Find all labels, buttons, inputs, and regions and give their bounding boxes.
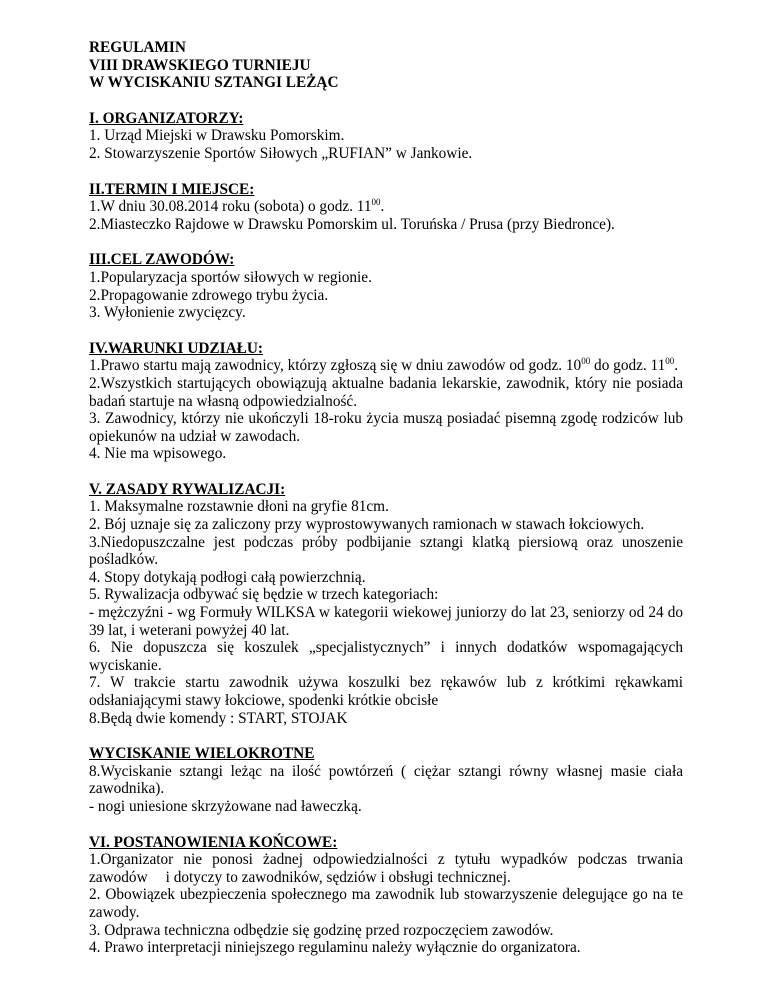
section-heading: V. ZASADY RYWALIZACJI: (89, 480, 286, 498)
list-item-text: 1.Organizator nie ponosi żadnej odpowiedzialności z tytułu wypadków podczas trwania zawodów (89, 851, 683, 886)
list-item: 1.Popularyzacja sportów siłowych w regionie. (89, 268, 372, 286)
list-item: 2. Obowiązek ubezpieczenia społecznego ma zawodnik lub stowarzyszenie delegujące go na te zawody. (89, 886, 683, 921)
document-page (89, 39, 683, 957)
list-item-text: 1.W dniu 30.08.2014 roku (sobota) o godz. 11 (89, 198, 372, 216)
list-item: - mężczyźni - wg Formuły WILKSA w kategorii wiekowej juniorzy do lat 23, seniorzy od 24 do 39 lat, i weterani powyżej 40 lat. (89, 604, 683, 639)
section-organizers (89, 110, 683, 163)
list-item: 1. Urząd Miejski w Drawsku Pomorskim. (89, 127, 345, 145)
section-multi (89, 745, 683, 815)
title-line-1: REGULAMIN (89, 39, 186, 56)
list-item-text: i dotyczy to zawodników, sędziów i obsługi technicznej. (165, 868, 511, 886)
list-item: 3. Zawodnicy, którzy nie ukończyli 18-roku życia muszą posiadać pisemną zgodę rodziców lub opiekunów na udział w zawodach. (89, 410, 683, 445)
list-item (89, 357, 683, 375)
list-item: 3.Niedopuszczalne jest podczas próby podbijanie sztangi klatką piersiową oraz unoszenie pośladków. (89, 533, 683, 569)
section-heading: I. ORGANIZATORZY: (89, 109, 244, 127)
list-item: 7. W trakcie startu zawodnik używa koszulki bez rękawów lub z krótkimi rękawkami odsłaniającymi stawy łokciowe, spodenki krótkie obcisłe (89, 674, 683, 709)
list-item: 4. Nie ma wpisowego. (89, 445, 227, 463)
section-heading: II.TERMIN I MIEJSCE: (89, 180, 255, 198)
document-title (89, 39, 683, 92)
list-item: 2.Propagowanie zdrowego trybu życia. (89, 286, 329, 304)
section-heading: VI. POSTANOWIENIA KOŃCOWE: (89, 833, 338, 851)
list-item: 4. Prawo interpretacji niniejszego regulaminu należy wyłącznie do organizatora. (89, 939, 581, 957)
list-item-text: do godz. 11 (590, 357, 666, 375)
list-item: 2. Stowarzyszenie Sportów Siłowych „RUFIAN” w Jankowie. (89, 144, 473, 162)
list-item-text: . (380, 198, 385, 216)
list-item: 8.Będą dwie komendy : START, STOJAK (89, 709, 348, 727)
title-line-2: VIII DRAWSKIEGO TURNIEJU (89, 56, 311, 74)
title-line-3: W WYCISKANIU SZTANGI LEŻĄC (89, 74, 339, 92)
superscript: 00 (665, 356, 675, 367)
section-rules (89, 481, 683, 727)
section-heading: III.CEL ZAWODÓW: (89, 251, 235, 269)
list-item: 2. Bój uznaje się za zaliczony przy wyprostowywanych ramionach w stawach łokciowych. (89, 516, 645, 534)
section-heading: IV.WARUNKI UDZIAŁU: (89, 339, 263, 357)
section-schedule (89, 181, 683, 234)
superscript: 00 (581, 356, 591, 367)
section-final (89, 834, 683, 957)
list-item-text: 1.Prawo startu mają zawodnicy, którzy zgłoszą się w dniu zawodów od godz. 10 (89, 357, 582, 375)
list-item: 5. Rywalizacja odbywać się będzie w trzech kategoriach: (89, 586, 439, 604)
list-item (89, 198, 683, 216)
list-item: 3. Odprawa techniczna odbędzie się godzinę przed rozpoczęciem zawodów. (89, 921, 554, 939)
section-heading: WYCISKANIE WIELOKROTNE (89, 745, 315, 763)
section-goal (89, 251, 683, 321)
list-item: 6. Nie dopuszcza się koszulek „specjalistycznych” i innych dodatków wspomagających wyciskanie. (89, 639, 683, 674)
list-item: 1. Maksymalne rozstawnie dłoni na gryfie 81cm. (89, 498, 389, 516)
list-item-text: . (674, 357, 679, 375)
list-item: 4. Stopy dotykają podłogi całą powierzchnią. (89, 568, 366, 586)
list-item: 8.Wyciskanie sztangi leżąc na ilość powtórzeń ( ciężar sztangi równy własnej masie ciała zawodnika). (89, 762, 683, 798)
list-item: 2.Miasteczko Rajdowe w Drawsku Pomorskim ul. Toruńska / Prusa (przy Biedronce). (89, 215, 615, 233)
superscript: 00 (371, 197, 381, 208)
list-item: 2.Wszystkich startujących obowiązują aktualne badania lekarskie, zawodnik, który nie posiada badań startuje na własną odpowiedzialność. (89, 374, 683, 410)
list-item: - nogi uniesione skrzyżowane nad ławeczką. (89, 797, 362, 815)
list-item (89, 851, 683, 886)
section-conditions (89, 340, 683, 463)
list-item: 3. Wyłonienie zwycięzcy. (89, 304, 246, 322)
